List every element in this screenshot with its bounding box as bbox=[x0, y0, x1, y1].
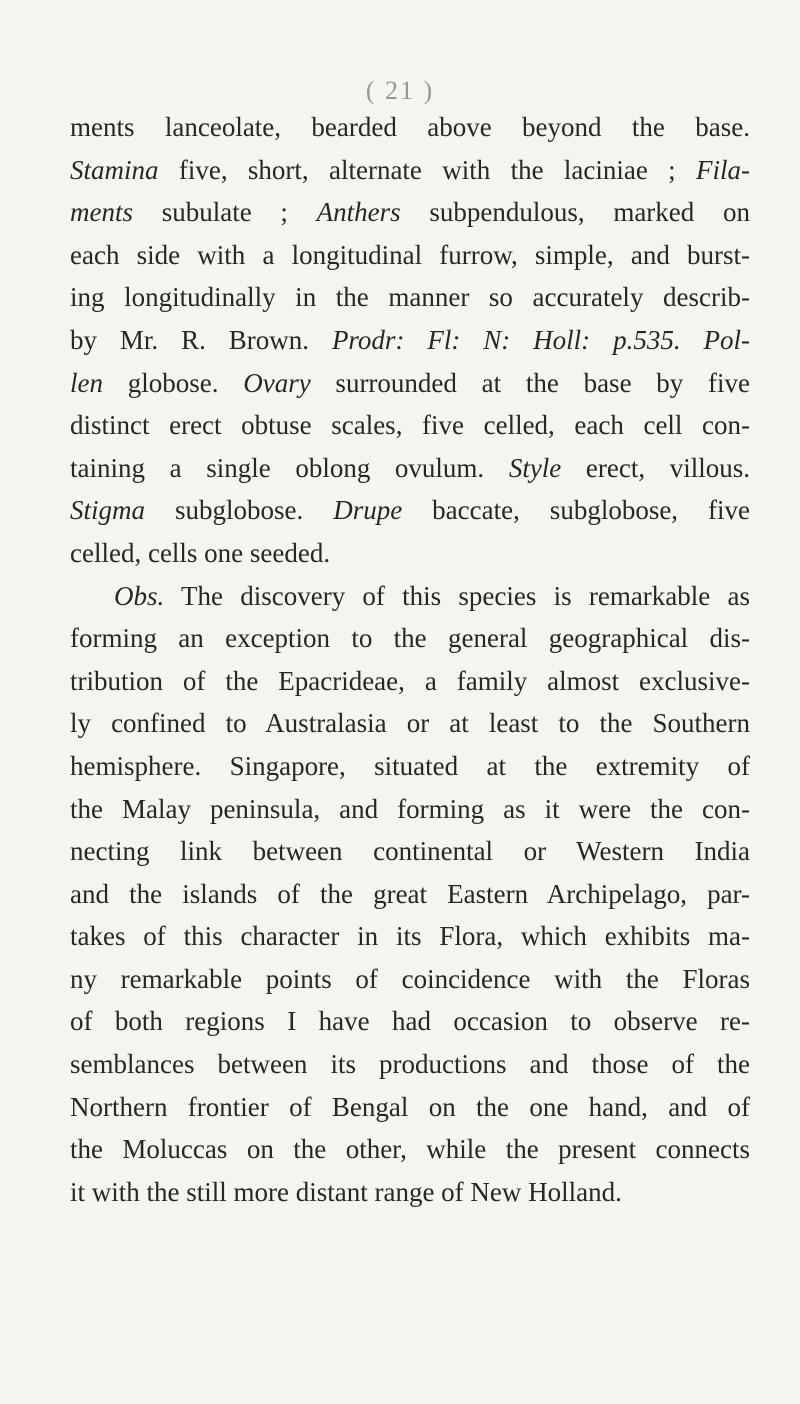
text-line bbox=[70, 319, 750, 362]
text-run: ments lanceolate, bearded above beyond the base. bbox=[70, 112, 750, 142]
text-run: Northern frontier of Bengal on the one hand, and of bbox=[70, 1091, 750, 1122]
text-line bbox=[70, 191, 750, 234]
text-line bbox=[70, 532, 750, 575]
body-text bbox=[70, 106, 750, 1213]
italic-term: Stamina bbox=[70, 154, 159, 185]
text-line bbox=[70, 106, 750, 149]
text-line bbox=[70, 575, 750, 618]
text-line bbox=[70, 404, 750, 447]
text-line bbox=[70, 234, 750, 277]
text-run: ly confined to Australasia or at least to the Southern bbox=[70, 708, 750, 739]
text-line bbox=[70, 958, 750, 1001]
italic-term: Drupe bbox=[333, 495, 403, 526]
text-line bbox=[70, 873, 750, 916]
text-run: by Mr. R. Brown. bbox=[70, 324, 332, 355]
text-run: five, short, alternate with the laciniae ; bbox=[158, 154, 696, 185]
text-run: takes of this character in its Flora, which exhibits ma- bbox=[70, 921, 750, 952]
page-number: ( 21 ) bbox=[365, 76, 435, 105]
text-run: ny remarkable points of coincidence with the Floras bbox=[70, 963, 750, 994]
text-line bbox=[70, 276, 750, 319]
text-run: erect, villous. bbox=[561, 452, 750, 483]
italic-term: Prodr: Fl: N: Holl: p.535. bbox=[331, 324, 681, 355]
text-run: of both regions I have had occasion to observe re- bbox=[70, 1006, 750, 1037]
text-line bbox=[70, 830, 750, 873]
text-run: The discovery of this species is remarkable as bbox=[164, 580, 750, 611]
text-run: the Malay peninsula, and forming as it were the con- bbox=[70, 793, 750, 824]
text-run: it with the still more distant range of New Holland. bbox=[70, 1176, 622, 1207]
text-run: hemisphere. Singapore, situated at the extremity of bbox=[70, 750, 750, 781]
text-line bbox=[70, 362, 750, 405]
text-line bbox=[70, 1086, 750, 1129]
text-run: taining a single oblong ovulum. bbox=[70, 452, 509, 483]
text-line bbox=[70, 660, 750, 703]
text-line bbox=[70, 702, 750, 745]
text-run bbox=[681, 325, 704, 355]
text-run: the Moluccas on the other, while the present connects bbox=[70, 1134, 750, 1165]
text-run: ing longitudinally in the manner so accurately describ- bbox=[70, 282, 750, 313]
text-run: semblances between its productions and those of the bbox=[70, 1049, 750, 1080]
text-run: surrounded at the base by five bbox=[310, 367, 750, 398]
text-line bbox=[70, 149, 750, 192]
italic-term: Fila- bbox=[696, 154, 750, 185]
text-run: globose. bbox=[103, 367, 244, 398]
text-run: celled, cells one seeded. bbox=[70, 537, 331, 568]
text-run: subulate ; bbox=[133, 197, 317, 228]
text-line bbox=[70, 617, 750, 660]
text-run: each side with a longitudinal furrow, simple, and burst- bbox=[70, 239, 750, 270]
text-line bbox=[70, 1043, 750, 1086]
text-run: baccate, subglobose, five bbox=[402, 495, 750, 526]
italic-term: Pol- bbox=[703, 324, 750, 355]
italic-term: Anthers bbox=[316, 197, 401, 228]
text-run: and the islands of the great Eastern Archipelago, par- bbox=[70, 878, 750, 909]
text-run: subglobose. bbox=[145, 495, 334, 526]
text-line bbox=[70, 489, 750, 532]
italic-term: ments bbox=[70, 197, 133, 228]
text-line bbox=[70, 745, 750, 788]
italic-term: Style bbox=[508, 452, 562, 483]
text-run: subpendulous, marked on bbox=[400, 197, 750, 228]
text-run: forming an exception to the general geographical dis- bbox=[70, 623, 750, 654]
italic-term: Obs. bbox=[114, 580, 165, 611]
text-line bbox=[70, 447, 750, 490]
text-run: distinct erect obtuse scales, five celled, each cell con- bbox=[70, 410, 750, 441]
text-line bbox=[70, 788, 750, 831]
text-line bbox=[70, 1128, 750, 1171]
text-line bbox=[70, 915, 750, 958]
text-run: tribution of the Epacrideae, a family almost exclusive- bbox=[70, 665, 750, 696]
italic-term: Ovary bbox=[243, 367, 311, 398]
text-line bbox=[70, 1171, 750, 1214]
italic-term: len bbox=[70, 367, 103, 398]
text-run: necting link between continental or Western India bbox=[70, 836, 750, 867]
text-line bbox=[70, 1000, 750, 1043]
italic-term: Stigma bbox=[70, 495, 146, 526]
